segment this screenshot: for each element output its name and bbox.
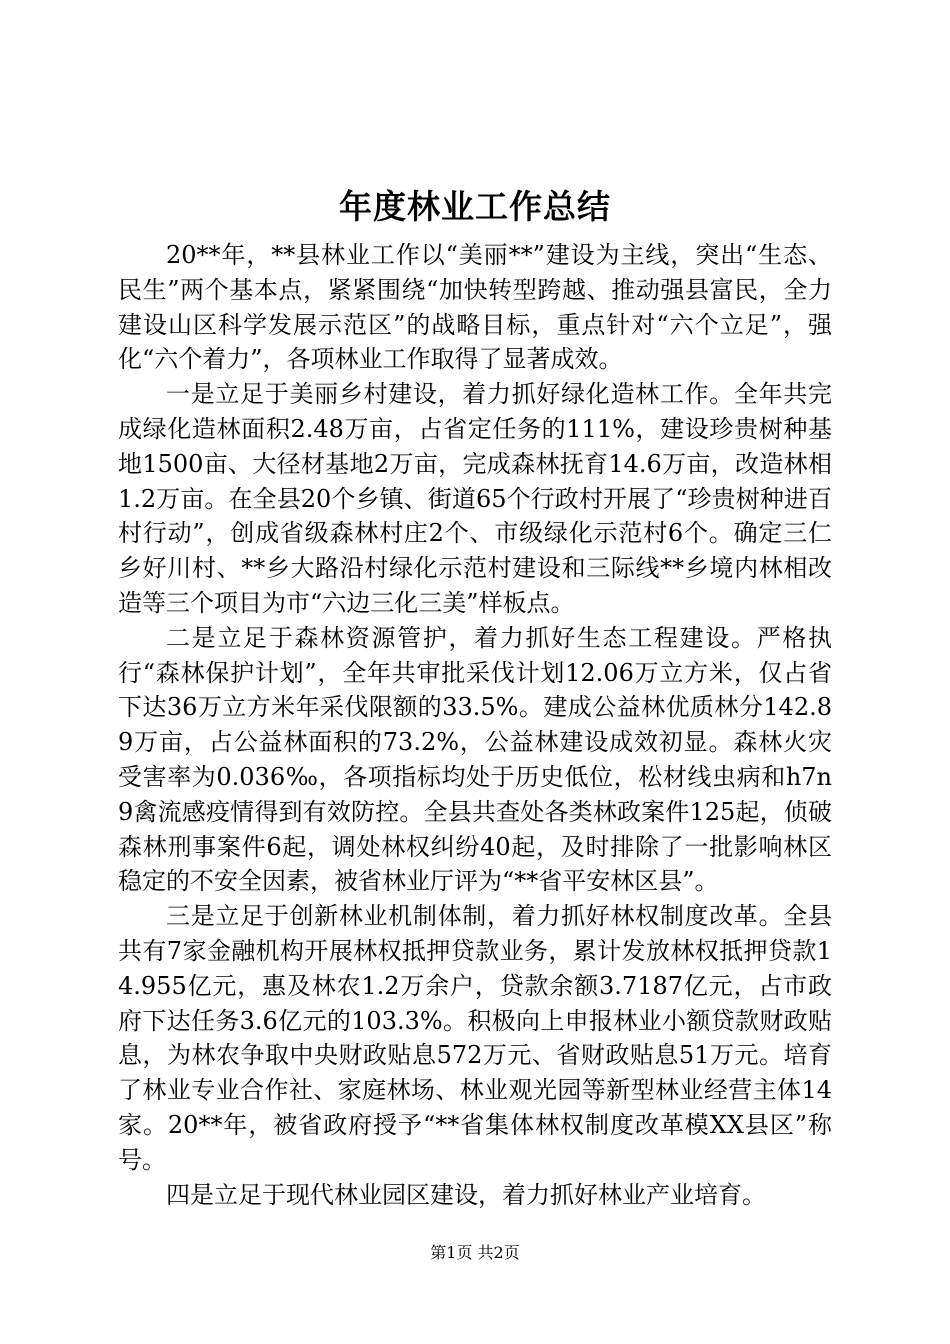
page-number: 第1页 共2页 [430, 1243, 520, 1262]
document-body [118, 238, 832, 1212]
paragraph-afforestation: 一是立足于美丽乡村建设，着力抓好绿化造林工作。全年共完成绿化造林面积2.48万亩，占省定任务的111%，建设珍贵树种基地1500亩、大径材基地2万亩，完成森林抚育14.6万亩，改造林相1.2万亩。在全县20个乡镇、街道65个行政村开展了“珍贵树种进百村行动”，创成省级森林村庄2个、市级绿化示范村6个。确定三仁乡好川村、**乡大路沿村绿化示范村建设和三际线**乡境内林相改造等三个项目为市“六边三化三美”样板点。 [118, 380, 832, 617]
paragraph-intro: 20**年，**县林业工作以“美丽**”建设为主线，突出“生态、民生”两个基本点，紧紧围绕“加快转型跨越、推动强县富民，全力建设山区科学发展示范区”的战略目标，重点针对“六个立足”，强化“六个着力”，各项林业工作取得了显著成效。 [118, 241, 832, 374]
paragraph-forest-rights-reform: 三是立足于创新林业机制体制，着力抓好林权制度改革。全县共有7家金融机构开展林权抵押贷款业务，累计发放林权抵押贷款14.955亿元，惠及林农1.2万余户，贷款余额3.7187亿元，占市政府下达任务3.6亿元的103.3%。积极向上申报林业小额贷款财政贴息，为林农争取中央财政贴息572万元、省财政贴息51万元。培育了林业专业合作社、家庭林场、林业观光园等新型林业经营主体14家。20**年，被省政府授予“**省集体林权制度改革模XX县区”称号。 [118, 902, 832, 1174]
paragraph-industry: 四是立足于现代林业园区建设，着力抓好林业产业培育。 [166, 1180, 766, 1209]
document-title: 年度林业工作总结 [339, 187, 611, 226]
paragraph-forest-protection: 二是立足于森林资源管护，着力抓好生态工程建设。严格执行“森林保护计划”，全年共审批采伐计划12.06万立方米，仅占省下达36万立方米年采伐限额的33.5%。建成公益林优质林分142.89万亩，占公益林面积的73.2%，公益林建设成效初显。森林火灾受害率为0.036‰，各项指标均处于历史低位，松材线虫病和h7n9禽流感疫情得到有效防控。全县共查处各类林政案件125起，侦破森林刑事案件6起，调处林权纠纷40起，及时排除了一批影响林区稳定的不安全因素，被省林业厅评为“**省平安林区县”。 [118, 623, 832, 896]
